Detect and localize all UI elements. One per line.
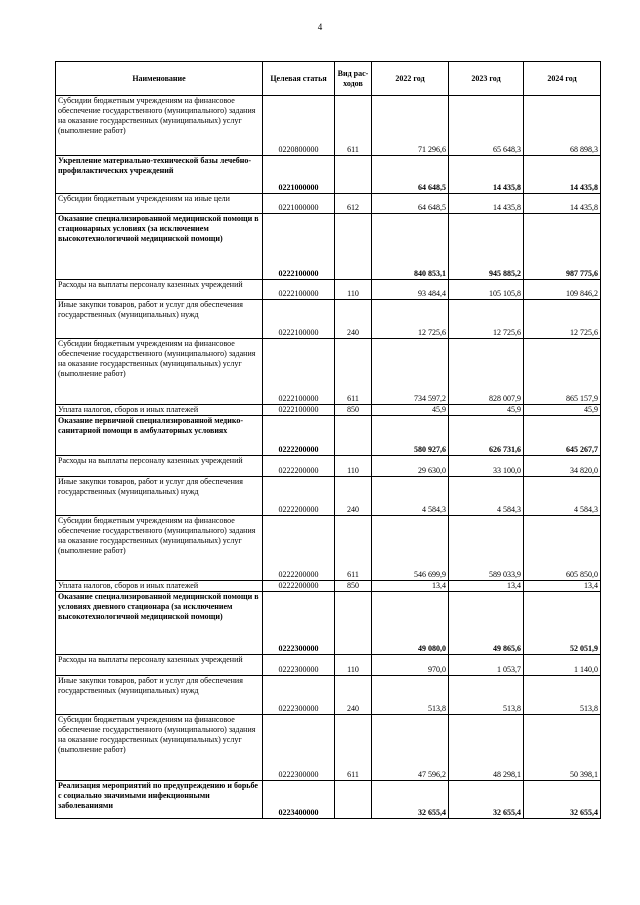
row-expense-type: 611 bbox=[335, 96, 372, 156]
row-name: Уплата налогов, сборов и иных платежей bbox=[56, 405, 263, 416]
row-name: Уплата налогов, сборов и иных платежей bbox=[56, 581, 263, 592]
row-value-2024: 605 850,0 bbox=[524, 516, 601, 581]
row-value-2024: 34 820,0 bbox=[524, 456, 601, 477]
row-value-2023: 1 053,7 bbox=[449, 655, 524, 676]
row-target-article: 0222200000 bbox=[263, 581, 335, 592]
row-value-2022: 734 597,2 bbox=[372, 339, 449, 405]
row-value-2023: 13,4 bbox=[449, 581, 524, 592]
row-value-2022: 970,0 bbox=[372, 655, 449, 676]
row-value-2022: 47 596,2 bbox=[372, 715, 449, 781]
row-name: Укрепление материально-технической базы лечебно-профилактических учреждений bbox=[56, 156, 263, 194]
row-value-2022: 4 584,3 bbox=[372, 477, 449, 516]
row-value-2023: 49 865,6 bbox=[449, 592, 524, 655]
row-target-article: 0222200000 bbox=[263, 416, 335, 456]
row-name: Оказание специализированной медицинской помощи в стационарных условиях (за исключением высокотехнологичной медицинской помощи) bbox=[56, 214, 263, 280]
row-target-article: 0222100000 bbox=[263, 339, 335, 405]
row-name: Иные закупки товаров, работ и услуг для обеспечения государственных (муниципальных) нужд bbox=[56, 300, 263, 339]
row-value-2022: 49 080,0 bbox=[372, 592, 449, 655]
table-row bbox=[56, 592, 601, 655]
budget-table bbox=[55, 61, 601, 819]
table-row bbox=[56, 781, 601, 819]
row-target-article: 0220800000 bbox=[263, 96, 335, 156]
row-target-article: 0222100000 bbox=[263, 214, 335, 280]
row-name: Субсидии бюджетным учреждениям на финансовое обеспечение государственного (муниципального) задания на оказание государственных (муниципальных) услуг (выполнение работ) bbox=[56, 715, 263, 781]
row-name: Расходы на выплаты персоналу казенных учреждений bbox=[56, 655, 263, 676]
header-name: Наименование bbox=[56, 62, 263, 96]
row-target-article: 0222100000 bbox=[263, 405, 335, 416]
row-expense-type: 240 bbox=[335, 676, 372, 715]
row-value-2023: 828 007,9 bbox=[449, 339, 524, 405]
row-target-article: 0223400000 bbox=[263, 781, 335, 819]
row-value-2024: 513,8 bbox=[524, 676, 601, 715]
row-target-article: 0222300000 bbox=[263, 715, 335, 781]
row-name: Иные закупки товаров, работ и услуг для обеспечения государственных (муниципальных) нужд bbox=[56, 477, 263, 516]
table-row bbox=[56, 516, 601, 581]
row-expense-type: 850 bbox=[335, 405, 372, 416]
table-row bbox=[56, 405, 601, 416]
row-value-2023: 105 105,8 bbox=[449, 280, 524, 300]
row-value-2023: 4 584,3 bbox=[449, 477, 524, 516]
row-expense-type: 110 bbox=[335, 655, 372, 676]
row-value-2023: 589 033,9 bbox=[449, 516, 524, 581]
row-value-2023: 45,9 bbox=[449, 405, 524, 416]
row-expense-type: 240 bbox=[335, 300, 372, 339]
row-target-article: 0222200000 bbox=[263, 456, 335, 477]
row-value-2023: 12 725,6 bbox=[449, 300, 524, 339]
row-expense-type: 110 bbox=[335, 456, 372, 477]
row-name: Оказание первичной специализированной медико-санитарной помощи в амбулаторных условиях bbox=[56, 416, 263, 456]
table-row bbox=[56, 715, 601, 781]
table-row bbox=[56, 300, 601, 339]
table-row bbox=[56, 456, 601, 477]
row-name: Реализация мероприятий по предупреждению и борьбе с социально значимыми инфекционными заболеваниями bbox=[56, 781, 263, 819]
row-expense-type: 110 bbox=[335, 280, 372, 300]
row-value-2023: 14 435,8 bbox=[449, 194, 524, 214]
row-name: Расходы на выплаты персоналу казенных учреждений bbox=[56, 280, 263, 300]
row-value-2024: 645 267,7 bbox=[524, 416, 601, 456]
table-header-row bbox=[56, 62, 601, 96]
row-value-2024: 45,9 bbox=[524, 405, 601, 416]
row-value-2024: 32 655,4 bbox=[524, 781, 601, 819]
row-name: Субсидии бюджетным учреждениям на иные цели bbox=[56, 194, 263, 214]
row-expense-type: 850 bbox=[335, 581, 372, 592]
row-expense-type bbox=[335, 156, 372, 194]
row-value-2024: 12 725,6 bbox=[524, 300, 601, 339]
row-name: Оказание специализированной медицинской помощи в условиях дневного стационара (за исключением высокотехнологичной медицинской помощи) bbox=[56, 592, 263, 655]
row-value-2022: 546 699,9 bbox=[372, 516, 449, 581]
row-expense-type bbox=[335, 781, 372, 819]
row-value-2024: 1 140,0 bbox=[524, 655, 601, 676]
row-value-2024: 865 157,9 bbox=[524, 339, 601, 405]
row-value-2024: 50 398,1 bbox=[524, 715, 601, 781]
table-row bbox=[56, 655, 601, 676]
row-value-2023: 945 885,2 bbox=[449, 214, 524, 280]
row-target-article: 0222100000 bbox=[263, 280, 335, 300]
row-expense-type: 611 bbox=[335, 339, 372, 405]
row-value-2024: 987 775,6 bbox=[524, 214, 601, 280]
table-row bbox=[56, 477, 601, 516]
row-name: Иные закупки товаров, работ и услуг для обеспечения государственных (муниципальных) нужд bbox=[56, 676, 263, 715]
row-name: Субсидии бюджетным учреждениям на финансовое обеспечение государственного (муниципального) задания на оказание государственных (муниципальных) услуг (выполнение работ) bbox=[56, 96, 263, 156]
row-value-2023: 65 648,3 bbox=[449, 96, 524, 156]
row-target-article: 0221000000 bbox=[263, 156, 335, 194]
row-value-2024: 14 435,8 bbox=[524, 156, 601, 194]
row-value-2023: 33 100,0 bbox=[449, 456, 524, 477]
row-expense-type: 611 bbox=[335, 715, 372, 781]
table-row bbox=[56, 581, 601, 592]
row-name: Расходы на выплаты персоналу казенных учреждений bbox=[56, 456, 263, 477]
table-row bbox=[56, 676, 601, 715]
row-target-article: 0222300000 bbox=[263, 676, 335, 715]
table-row bbox=[56, 280, 601, 300]
row-expense-type: 611 bbox=[335, 516, 372, 581]
row-target-article: 0222300000 bbox=[263, 592, 335, 655]
row-value-2024: 52 051,9 bbox=[524, 592, 601, 655]
row-value-2023: 513,8 bbox=[449, 676, 524, 715]
row-target-article: 0222100000 bbox=[263, 300, 335, 339]
row-target-article: 0221000000 bbox=[263, 194, 335, 214]
row-value-2022: 93 484,4 bbox=[372, 280, 449, 300]
row-value-2022: 840 853,1 bbox=[372, 214, 449, 280]
table-row bbox=[56, 156, 601, 194]
page-number: 4 bbox=[317, 22, 323, 32]
table-row bbox=[56, 339, 601, 405]
table-row bbox=[56, 96, 601, 156]
header-expense-type: Вид рас-ходов bbox=[335, 62, 372, 96]
row-value-2024: 13,4 bbox=[524, 581, 601, 592]
row-value-2023: 32 655,4 bbox=[449, 781, 524, 819]
row-expense-type: 240 bbox=[335, 477, 372, 516]
table-row bbox=[56, 214, 601, 280]
row-value-2022: 13,4 bbox=[372, 581, 449, 592]
row-value-2022: 45,9 bbox=[372, 405, 449, 416]
row-value-2022: 29 630,0 bbox=[372, 456, 449, 477]
row-value-2023: 626 731,6 bbox=[449, 416, 524, 456]
row-expense-type bbox=[335, 214, 372, 280]
row-value-2022: 32 655,4 bbox=[372, 781, 449, 819]
row-value-2022: 513,8 bbox=[372, 676, 449, 715]
row-expense-type bbox=[335, 592, 372, 655]
row-expense-type bbox=[335, 416, 372, 456]
row-target-article: 0222200000 bbox=[263, 477, 335, 516]
header-2022: 2022 год bbox=[372, 62, 449, 96]
header-2024: 2024 год bbox=[524, 62, 601, 96]
row-value-2023: 14 435,8 bbox=[449, 156, 524, 194]
row-value-2024: 4 584,3 bbox=[524, 477, 601, 516]
header-target-article: Целевая статья bbox=[263, 62, 335, 96]
row-target-article: 0222300000 bbox=[263, 655, 335, 676]
row-value-2022: 71 296,6 bbox=[372, 96, 449, 156]
header-2023: 2023 год bbox=[449, 62, 524, 96]
row-value-2024: 14 435,8 bbox=[524, 194, 601, 214]
row-expense-type: 612 bbox=[335, 194, 372, 214]
row-value-2022: 64 648,5 bbox=[372, 156, 449, 194]
row-value-2023: 48 298,1 bbox=[449, 715, 524, 781]
row-value-2022: 12 725,6 bbox=[372, 300, 449, 339]
table-row bbox=[56, 194, 601, 214]
row-value-2024: 68 898,3 bbox=[524, 96, 601, 156]
row-name: Субсидии бюджетным учреждениям на финансовое обеспечение государственного (муниципального) задания на оказание государственных (муниципальных) услуг (выполнение работ) bbox=[56, 516, 263, 581]
row-value-2022: 64 648,5 bbox=[372, 194, 449, 214]
row-value-2022: 580 927,6 bbox=[372, 416, 449, 456]
table-row bbox=[56, 416, 601, 456]
row-target-article: 0222200000 bbox=[263, 516, 335, 581]
row-value-2024: 109 846,2 bbox=[524, 280, 601, 300]
row-name: Субсидии бюджетным учреждениям на финансовое обеспечение государственного (муниципального) задания на оказание государственных (муниципальных) услуг (выполнение работ) bbox=[56, 339, 263, 405]
